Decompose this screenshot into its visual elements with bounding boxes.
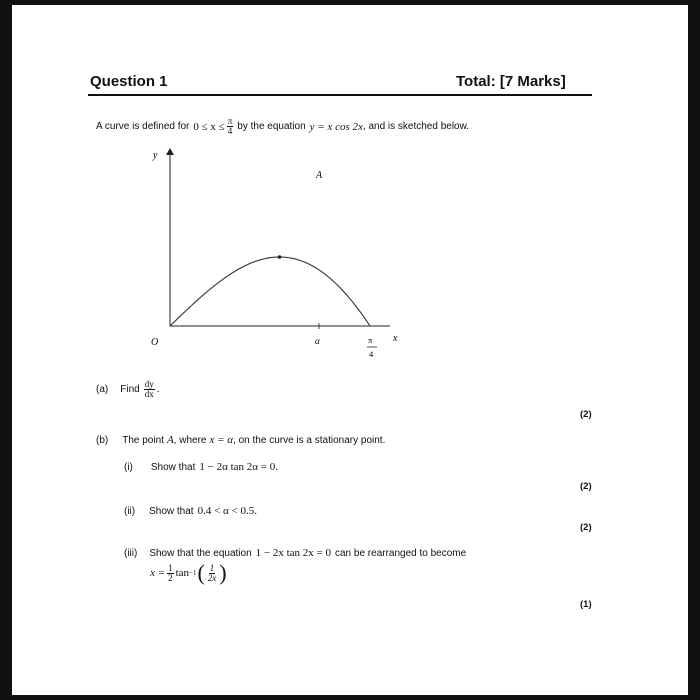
- part-b-text-before: The point: [122, 434, 164, 446]
- part-b-i-eq: 1 − 2α tan 2α = 0.: [199, 461, 278, 473]
- dx-den: dx: [144, 389, 154, 399]
- part-b-ii-eq: 0.4 < α < 0.5.: [197, 505, 258, 517]
- part-b-ii-marks: (2): [580, 522, 592, 533]
- question-total: Total: [7 Marks]: [456, 73, 566, 90]
- intro-before: A curve is defined for: [96, 121, 190, 132]
- part-a-label: (a): [96, 384, 109, 395]
- part-a: [96, 380, 159, 399]
- part-a-text: Find: [120, 384, 140, 395]
- part-b-i-marks: (2): [580, 481, 592, 492]
- left-paren-icon: (: [197, 560, 205, 585]
- four-label: 4: [369, 349, 374, 359]
- domain-frac-den: 4: [227, 126, 233, 136]
- point-a-label: A: [316, 170, 323, 181]
- domain-lhs: 0 ≤ x ≤: [193, 120, 225, 133]
- part-b-point: A: [166, 434, 174, 446]
- y-axis-label: y: [153, 150, 158, 161]
- part-b-i-text: Show that: [150, 461, 196, 473]
- inner-den: 2x: [207, 572, 217, 583]
- part-b-iii-text: Show that the equation: [149, 547, 252, 559]
- part-a-marks: (2): [580, 409, 592, 420]
- inner-num: 1: [209, 562, 215, 573]
- inner-fraction: [207, 564, 218, 583]
- part-b-i-label: (i): [124, 461, 133, 473]
- dy-dx-fraction: [144, 380, 155, 399]
- stationary-point-a: [278, 255, 282, 259]
- part-b-i: [124, 461, 278, 473]
- intro-middle: by the equation: [237, 121, 306, 132]
- part-b-iii-label: (iii): [124, 547, 138, 559]
- intro-equation: y = x cos 2x: [309, 120, 363, 133]
- dy-num: dy: [144, 379, 154, 389]
- part-b-ii-text: Show that: [149, 505, 194, 517]
- alpha-label: α: [315, 336, 320, 346]
- part-b-label: (b): [96, 434, 109, 446]
- result-sup: −1: [189, 569, 197, 577]
- part-b-cond: x = α: [209, 434, 234, 446]
- pi-label: π: [368, 335, 373, 345]
- intro-after: , and is sketched below.: [362, 121, 470, 132]
- part-b-iii-marks: (1): [580, 599, 592, 610]
- question-title: Question 1: [90, 73, 168, 90]
- curve-line: [170, 257, 370, 326]
- x-axis-label: x: [393, 333, 398, 344]
- y-axis-arrow-icon: [166, 148, 174, 155]
- result-lhs: x =: [150, 567, 166, 579]
- part-b-where: , where: [173, 434, 207, 446]
- part-a-end: .: [156, 384, 160, 395]
- origin-label: O: [151, 337, 159, 348]
- part-b-iii-eq: 1 − 2x tan 2x = 0: [255, 547, 331, 559]
- part-b-ii-label: (ii): [124, 505, 136, 517]
- result-func: tan: [175, 567, 190, 579]
- part-b-ii: [124, 505, 257, 517]
- part-b-iii-text-after: can be rearranged to become: [335, 547, 467, 559]
- part-b-iii-result: [150, 562, 227, 584]
- part-b-text-after: , on the curve is a stationary point.: [233, 434, 386, 446]
- result-half-fraction: [167, 564, 174, 583]
- domain-frac-num: π: [227, 116, 233, 126]
- part-b-iii: [124, 547, 466, 559]
- half-den: 2: [168, 572, 173, 583]
- right-paren-icon: ): [219, 560, 227, 585]
- half-num: 1: [168, 562, 173, 573]
- part-b: [96, 434, 385, 446]
